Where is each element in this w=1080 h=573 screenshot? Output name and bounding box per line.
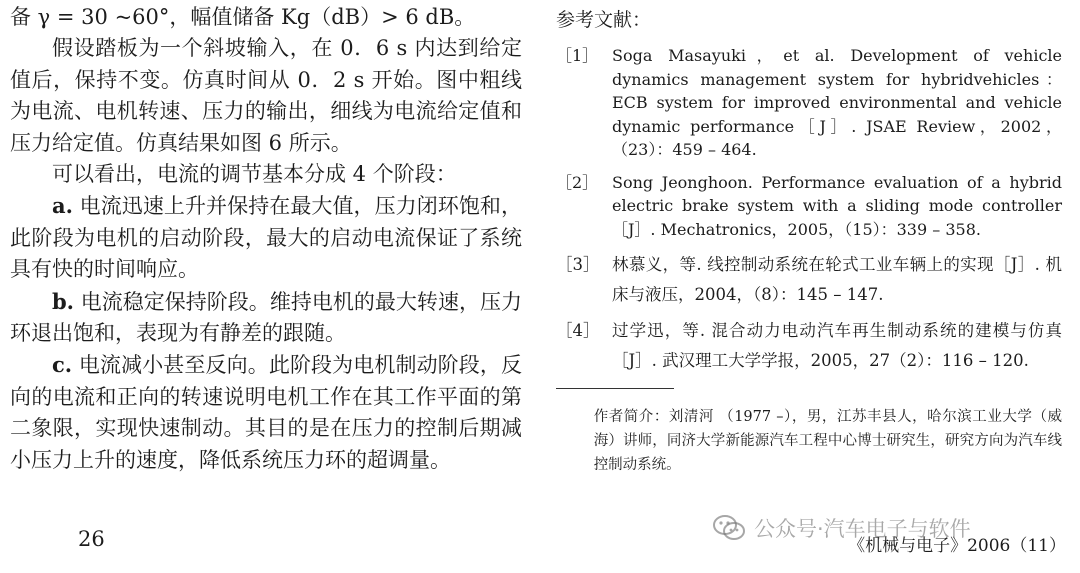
reference-text: Soga Masayuki，et al. Development of vehicle dynamics management system for hybridvehicles：ECB system for improved environmental and vehicle dynamic performance［J］. JSAE Review，2002，（23）：459 – 464. — [612, 46, 1062, 159]
journal-footer: 《机械与电子》2006（11） — [848, 536, 1066, 556]
reference-item — [556, 250, 1062, 310]
paragraph-margin: 备 γ = 30 ~60°，幅值储备 Kg（dB）> 6 dB。 — [10, 5, 476, 29]
reference-number: ［2］ — [556, 172, 599, 192]
reference-number: ［1］ — [556, 46, 599, 65]
reference-number: ［4］ — [556, 321, 600, 340]
author-bio — [556, 405, 1062, 477]
reference-text: Song Jeonghoon. Performance evaluation of a hybrid electric brake system with a sliding mode controller［J］. Mechatronics，2005，（15）：339 – 358. — [612, 172, 1062, 239]
reference-item — [556, 171, 1062, 242]
stage-c-label: c. — [52, 352, 73, 378]
stage-b-text: 电流稳定保持阶段。维持电机的最大转速，压力环退出饱和，表现为有静差的跟随。 — [10, 289, 522, 346]
reference-text: 过学迅，等. 混合动力电动汽车再生制动系统的建模与仿真［J］. 武汉理工大学学报，2005，27（2）：116 – 120. — [612, 321, 1062, 370]
paragraph-stage-a — [10, 190, 522, 285]
stage-a-label: a. — [52, 193, 73, 219]
right-column — [556, 6, 1062, 477]
reference-text: 林慕义，等. 线控制动系统在轮式工业车辆上的实现［J］. 机床与液压，2004，（8）：145 – 147. — [612, 255, 1062, 304]
paragraph-stage-c — [10, 349, 522, 476]
reference-item — [556, 44, 1062, 162]
stage-c-text: 电流减小甚至反向。此阶段为电机制动阶段，反向的电流和正向的转速说明电机工作在其工作平面的第二象限，实现快速制动。其目的是在压力的控制后期减小压力上升的速度，降低系统压力环的超调量。 — [10, 353, 522, 472]
page-number: 26 — [78, 527, 105, 551]
footnote-divider — [556, 388, 674, 389]
reference-item — [556, 316, 1062, 376]
stage-a-text: 电流迅速上升并保持在最大值，压力闭环饱和，此阶段为电机的启动阶段，最大的启动电流保证了系统具有快的时间响应。 — [10, 194, 522, 282]
watermark-text: 公众号·汽车电子与软件 — [754, 517, 971, 541]
paragraph-stage-b — [10, 286, 522, 350]
references-title: 参考文献： — [556, 9, 652, 31]
paragraph-stages-intro: 可以看出，电流的调节基本分成 4 个阶段： — [52, 162, 457, 187]
reference-number: ［3］ — [556, 255, 600, 274]
author-bio-text: 作者简介：刘清河 （1977 –），男，江苏丰县人，哈尔滨工业大学（威海）讲师，同济大学新能源汽车工程中心博士研究生，研究方向为汽车线控制动系统。 — [593, 409, 1062, 473]
paragraph-simulation: 假设踏板为一个斜坡输入，在 0．6 s 内达到给定值后，保持不变。仿真时间从 0．2 s 开始。图中粗线为电流、电机转速、压力的输出，细线为电流给定值和压力给定值。仿真结果如图 6 所示。 — [10, 36, 522, 155]
wechat-icon — [712, 513, 746, 543]
stage-b-label: b. — [52, 288, 74, 314]
left-column — [10, 2, 522, 476]
